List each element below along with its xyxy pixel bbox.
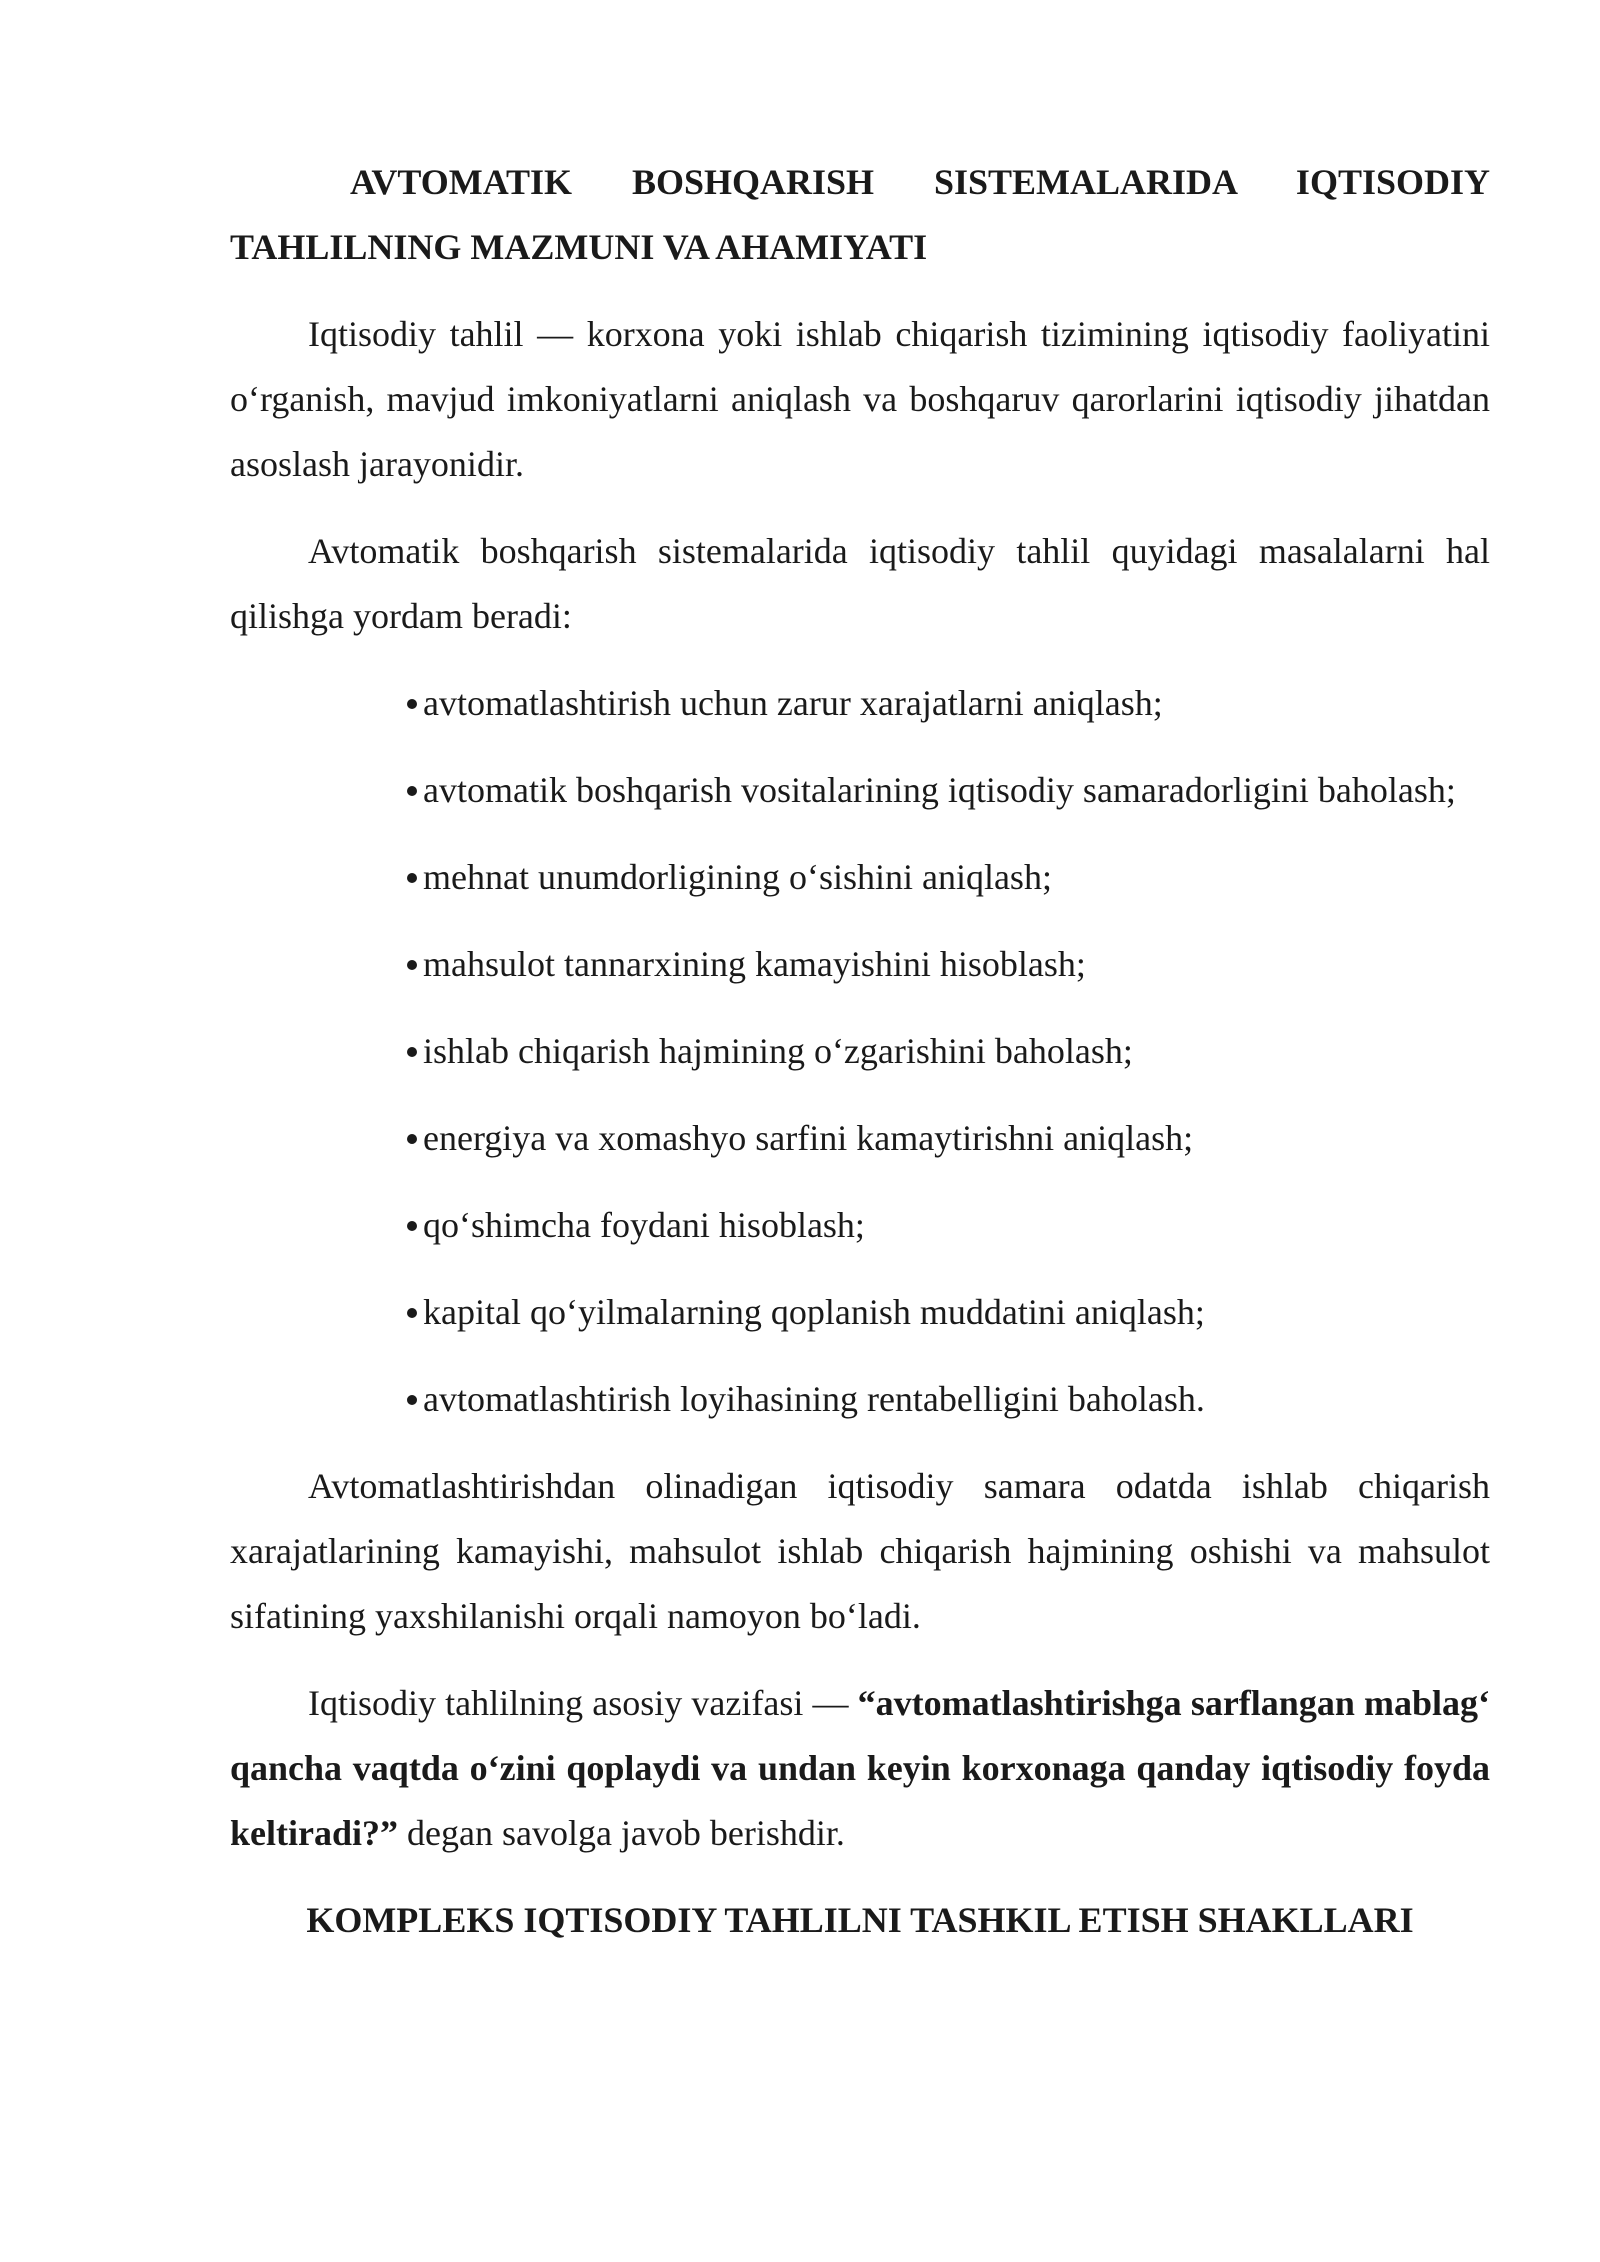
bullet-icon bbox=[407, 1395, 417, 1405]
list-item-text: avtomatik boshqarish vositalarining iqtisodiy samaradorligini baholash; bbox=[423, 770, 1456, 810]
bullet-icon bbox=[407, 699, 417, 709]
list-item bbox=[230, 671, 1490, 736]
list-item bbox=[230, 845, 1490, 910]
bullet-list bbox=[230, 671, 1490, 1432]
list-item-text: avtomatlashtirish loyihasining rentabelligini baholash. bbox=[423, 1379, 1205, 1419]
paragraph-economic-effect: Avtomatlashtirishdan olinadigan iqtisodiy samara odatda ishlab chiqarish xarajatlarining kamayishi, mahsulot ishlab chiqarish hajmining oshishi va mahsulot sifatining yaxshilanishi orqali namoyon bo‘ladi. bbox=[230, 1466, 1490, 1636]
list-item bbox=[230, 758, 1490, 823]
list-item-text: mehnat unumdorligining o‘sishini aniqlash; bbox=[423, 857, 1052, 897]
list-item-text: ishlab chiqarish hajmining o‘zgarishini baholash; bbox=[423, 1031, 1133, 1071]
paragraph-tasks-intro: Avtomatik boshqarish sistemalarida iqtisodiy tahlil quyidagi masalalarni hal qilishga yordam beradi: bbox=[230, 531, 1490, 636]
section-heading: KOMPLEKS IQTISODIY TAHLILNI TASHKIL ETISH SHAKLLARI bbox=[306, 1900, 1414, 1940]
title-line-2: TAHLILNING MAZMUNI VA AHAMIYATI bbox=[230, 227, 928, 267]
bullet-icon bbox=[407, 960, 417, 970]
list-item-text: qo‘shimcha foydani hisoblash; bbox=[423, 1205, 865, 1245]
main-task-lead: Iqtisodiy tahlilning asosiy vazifasi — bbox=[308, 1683, 858, 1723]
bullet-icon bbox=[407, 1221, 417, 1231]
title-line-1: AVTOMATIK BOSHQARISH SISTEMALARIDA IQTISODIY bbox=[350, 162, 1490, 202]
list-item bbox=[230, 1019, 1490, 1084]
paragraph-main-task bbox=[230, 1671, 1490, 1866]
list-item-text: avtomatlashtirish uchun zarur xarajatlarni aniqlash; bbox=[423, 683, 1163, 723]
main-task-tail: degan savolga javob berishdir. bbox=[398, 1813, 845, 1853]
list-item-text: kapital qo‘yilmalarning qoplanish muddatini aniqlash; bbox=[423, 1292, 1205, 1332]
bullet-icon bbox=[407, 786, 417, 796]
list-item bbox=[230, 1106, 1490, 1171]
document-title bbox=[230, 150, 1490, 280]
list-item-text: energiya va xomashyo sarfini kamaytirishni aniqlash; bbox=[423, 1118, 1194, 1158]
bullet-icon bbox=[407, 873, 417, 883]
main-task-question: “avtomatlashtirishga sarflangan mablag‘ qancha vaqtda o‘zini qoplaydi va undan keyin korxonaga qanday iqtisodiy foyda keltiradi?” bbox=[230, 1683, 1490, 1853]
list-item bbox=[230, 1280, 1490, 1345]
list-item bbox=[230, 932, 1490, 997]
list-item-text: mahsulot tannarxining kamayishini hisoblash; bbox=[423, 944, 1086, 984]
bullet-icon bbox=[407, 1134, 417, 1144]
bullet-icon bbox=[407, 1047, 417, 1057]
document-page bbox=[230, 150, 1490, 1953]
list-item bbox=[230, 1193, 1490, 1258]
list-item bbox=[230, 1367, 1490, 1432]
bullet-icon bbox=[407, 1308, 417, 1318]
paragraph-definition: Iqtisodiy tahlil — korxona yoki ishlab chiqarish tizimining iqtisodiy faoliyatini o‘rganish, mavjud imkoniyatlarni aniqlash va boshqaruv qarorlarini iqtisodiy jihatdan asoslash jarayonidir. bbox=[230, 314, 1490, 484]
